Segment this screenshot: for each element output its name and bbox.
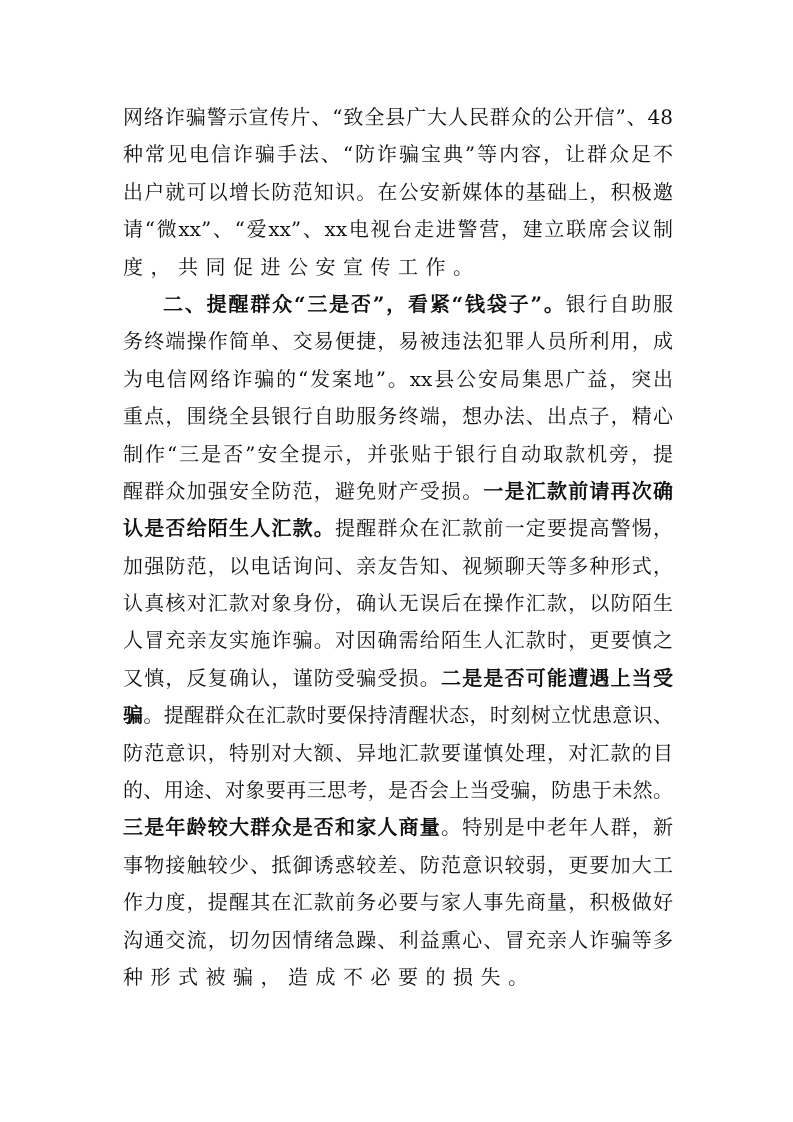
body-text-run: 制作“三是否”安全提示，并张贴于银行自动取款机旁，提 <box>123 441 673 466</box>
text-line <box>123 585 673 622</box>
text-line <box>123 286 673 323</box>
body-text-run: 提醒群众在汇款前一定要提高警惕， <box>335 516 673 541</box>
bold-heading-text: 二是是否可能遭遇上当受 <box>441 665 673 690</box>
body-text-run: 。提醒群众在汇款时要保持清醒状态，时刻树立忧患意识、 <box>143 703 674 728</box>
body-text-run: 银行自助服 <box>565 291 674 316</box>
body-text-run: 事物接触较少、抵御诱惑较差、防范意识较弱，更要加大工 <box>123 852 673 877</box>
body-text-run: 网络诈骗警示宣传片、“致全县广大人民群众的公开信”、48 <box>123 105 673 129</box>
text-line <box>123 99 673 136</box>
body-text-run: 务终端操作简单、交易便捷，易被违法犯罪人员所利用，成 <box>123 329 673 354</box>
text-line <box>123 622 673 659</box>
body-text-run: 人冒充亲友实施诈骗。对因确需给陌生人汇款时，更要慎之 <box>123 628 673 653</box>
text-line <box>123 436 673 473</box>
bold-heading-text: 二、提醒群众“三是否”，看紧“钱袋子”。 <box>163 291 566 316</box>
text-line <box>123 323 673 360</box>
text-line <box>123 959 673 996</box>
text-line <box>123 510 673 547</box>
text-line <box>123 735 673 772</box>
body-text-run: 度，共同促进公安宣传工作。 <box>123 254 481 279</box>
text-line <box>123 697 673 734</box>
text-line <box>123 772 673 809</box>
body-text-run: 出户就可以增长防范知识。在公安新媒体的基础上，积极邀 <box>123 179 673 204</box>
body-text-run: 重点，围绕全县银行自助服务终端，想办法、出点子，精心 <box>123 404 673 429</box>
body-text-run: 作力度，提醒其在汇款前务必要与家人事先商量，积极做好 <box>123 890 673 915</box>
text-line <box>123 361 673 398</box>
body-text-run: 加强防范，以电话询问、亲友告知、视频聊天等多种形式， <box>123 553 673 578</box>
body-text-run: 请“微xx”、“爱xx”、xx电视台走进警营，建立联席会议制 <box>123 217 673 242</box>
body-text-run: 种形式被骗，造成不必要的损失。 <box>123 964 536 989</box>
body-text-run: 沟通交流，切勿因情绪急躁、利益熏心、冒充亲人诈骗等多 <box>123 927 673 952</box>
bold-heading-text: 一是汇款前请再次确 <box>483 478 674 503</box>
text-line <box>123 922 673 959</box>
body-text-run: 的、用途、对象要再三思考，是否会上当受骗，防患于未然。 <box>123 778 673 803</box>
body-text-run: 醒群众加强安全防范，避免财产受损。 <box>123 478 484 503</box>
text-line <box>123 398 673 435</box>
text-line <box>123 548 673 585</box>
body-text-run: 种常见电信诈骗手法、“防诈骗宝典”等内容，让群众足不 <box>123 142 673 167</box>
body-text-run: 为电信网络诈骗的“发案地”。xx县公安局集思广益，突出 <box>123 366 673 391</box>
text-line <box>123 211 673 248</box>
text-line <box>123 174 673 211</box>
text-line <box>123 809 673 846</box>
bold-heading-text: 骗 <box>123 703 144 728</box>
text-line <box>123 136 673 173</box>
body-text-run: 。特别是中老年人群，新 <box>441 815 673 840</box>
body-text <box>123 99 673 996</box>
text-line <box>123 660 673 697</box>
bold-heading-text: 认是否给陌生人汇款。 <box>123 516 335 541</box>
text-line <box>123 249 673 286</box>
text-line <box>123 884 673 921</box>
body-text-run: 又慎，反复确认，谨防受骗受损。 <box>123 665 441 690</box>
bold-heading-text: 三是年龄较大群众是否和家人商量 <box>123 815 441 840</box>
text-line <box>123 473 673 510</box>
body-text-run: 防范意识，特别对大额、异地汇款要谨慎处理，对汇款的目 <box>123 740 673 765</box>
body-text-run: 认真核对汇款对象身份，确认无误后在操作汇款，以防陌生 <box>123 591 673 616</box>
text-line <box>123 847 673 884</box>
